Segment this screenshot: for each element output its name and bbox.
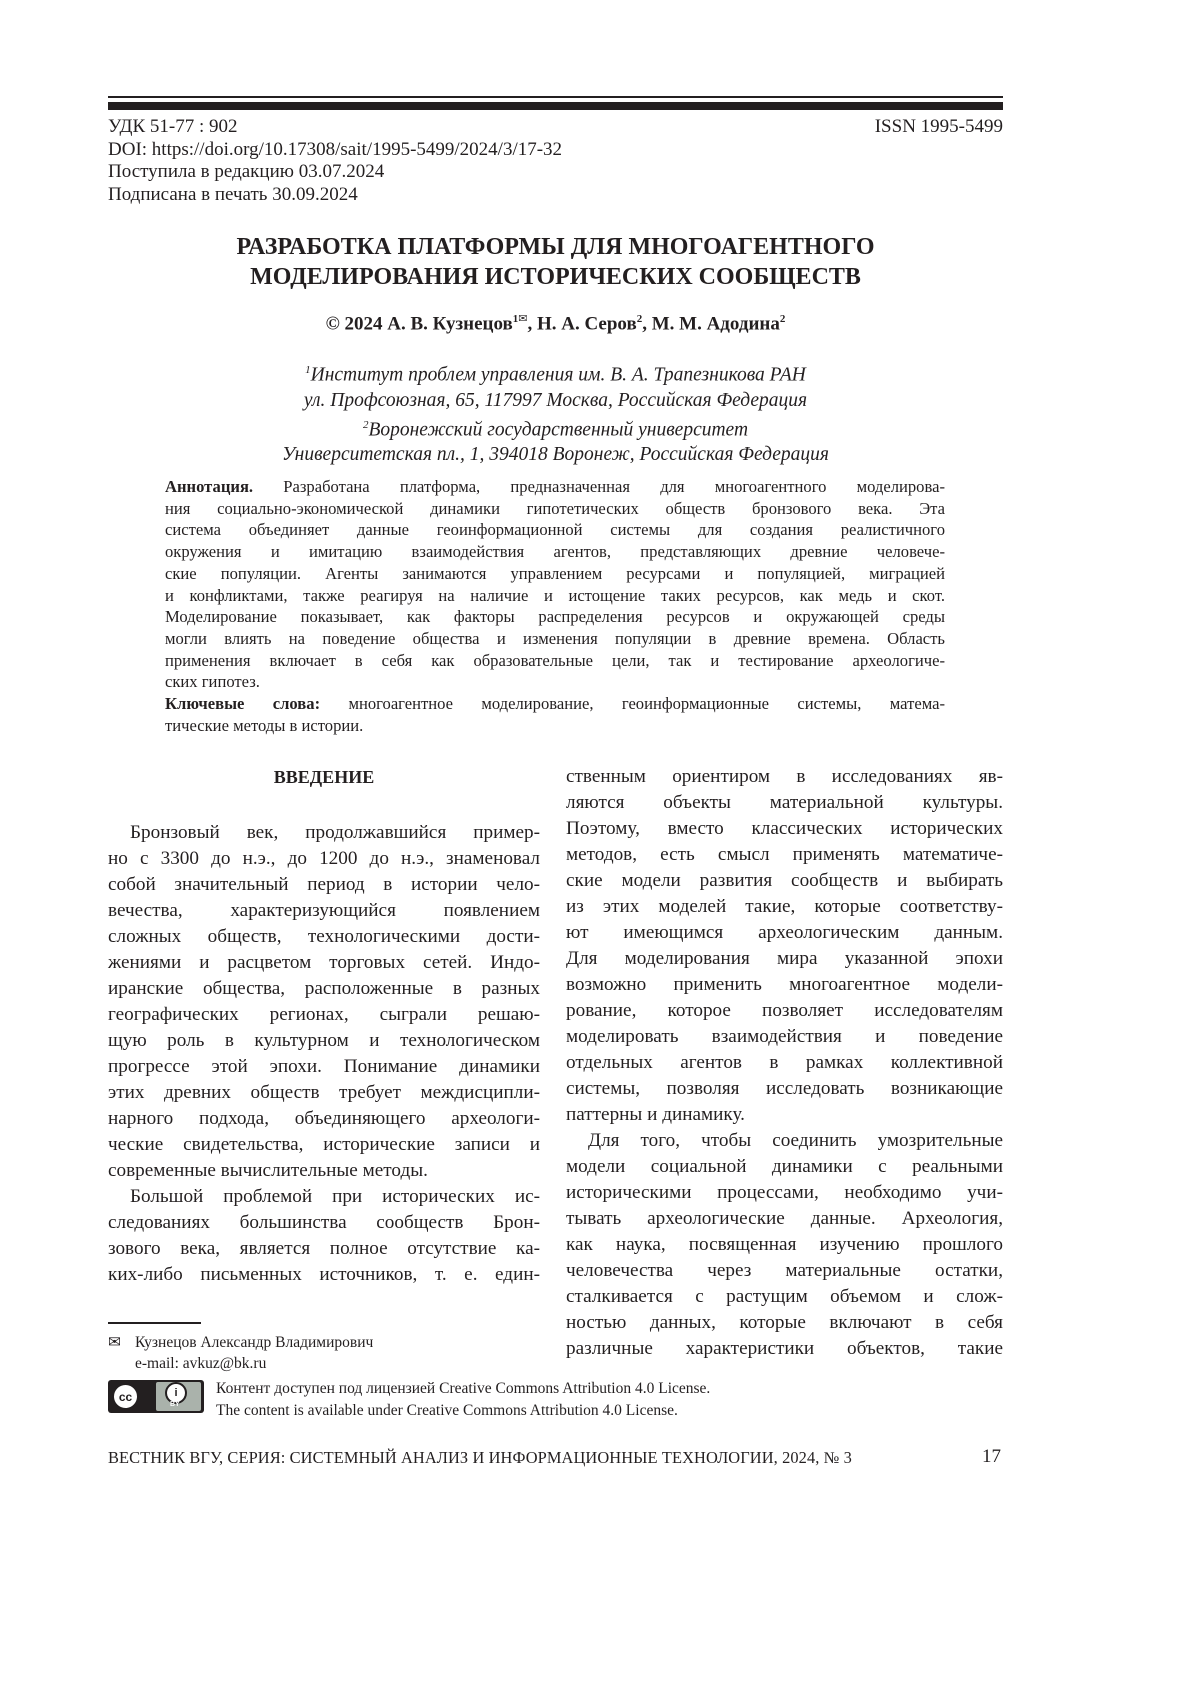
corresponding-author-name: Кузнецов Александр Владимирович	[135, 1334, 373, 1351]
by-label: BY	[170, 1401, 180, 1408]
affiliation-text: Институт проблем управления им. В. А. Трапезникова РАН	[311, 365, 806, 386]
author-1: © 2024 А. В. Кузнецов	[326, 313, 513, 334]
abstract-text: ских гипотез.	[165, 672, 260, 691]
body-text-line: вечества, характеризующийся появлением	[108, 898, 540, 924]
abstract-line	[165, 519, 945, 541]
cc-icon: cc	[112, 1383, 139, 1410]
body-text-line: рование, которое позволяет исследователям	[566, 998, 1003, 1024]
keywords-text: многоагентное моделирование, геоинформационные системы, матема-	[320, 694, 945, 713]
affiliation-sup: 2	[363, 419, 369, 431]
journal-footer: ВЕСТНИК ВГУ, СЕРИЯ: СИСТЕМНЫЙ АНАЛИЗ И ИНФОРМАЦИОННЫЕ ТЕХНОЛОГИИ, 2024, № 3	[108, 1448, 852, 1468]
corresponding-author-email[interactable]: e-mail: avkuz@bk.ru	[108, 1353, 373, 1374]
body-text-line: ляются объекты материальной культуры.	[566, 790, 1003, 816]
body-text-line: прогрессе этой эпохи. Понимание динамики	[108, 1054, 540, 1080]
affiliation-sup: 1	[305, 364, 311, 376]
mail-icon: ✉	[108, 1332, 135, 1353]
body-text-line: иранские общества, расположенные в разных	[108, 976, 540, 1002]
keywords-text: тические методы в истории.	[165, 716, 363, 735]
body-text-line: ностью данных, которые включают в себя	[566, 1310, 1003, 1336]
body-text-line: человечества через материальные остатки,	[566, 1258, 1003, 1284]
body-text-line: ких-либо письменных источников, т. е. един-	[108, 1262, 540, 1288]
affiliation-line	[108, 413, 1003, 443]
author-3: , М. М. Адодина	[642, 313, 780, 334]
body-text-line: методов, есть смысл применять математиче-	[566, 842, 1003, 868]
attribution-person-icon: i	[165, 1382, 187, 1404]
title-line: РАЗРАБОТКА ПЛАТФОРМЫ ДЛЯ МНОГОАГЕНТНОГО	[108, 232, 1003, 262]
abstract-text: окружения и имитацию взаимодействия агентов, представляющих древние человече-	[165, 542, 945, 561]
body-text-line: ческие свидетельства, исторические записи и	[108, 1132, 540, 1158]
body-text-line: собой значительный период в истории чело-	[108, 872, 540, 898]
body-text-line: географических регионах, сыграли решаю-	[108, 1002, 540, 1028]
left-column	[108, 820, 540, 1288]
body-text-line: ют имеющимся археологическим данным.	[566, 920, 1003, 946]
abstract-text: ские популяции. Агенты занимаются управлением ресурсами и популяцией, миграцией	[165, 564, 945, 583]
abstract-label: Аннотация.	[165, 477, 253, 496]
body-text-line: Большой проблемой при исторических ис-	[108, 1184, 540, 1210]
license-ru: Контент доступен под лицензией Creative Commons Attribution 4.0 License.	[216, 1378, 710, 1400]
body-text-line: сложных обществ, технологическими дости-	[108, 924, 540, 950]
affiliation-text: ул. Профсоюзная, 65, 117997 Москва, Российская Федерация	[304, 390, 807, 411]
abstract-text: Разработана платформа, предназначенная для многоагентного моделирова-	[253, 477, 945, 496]
mail-icon: ✉	[518, 313, 527, 325]
affiliations	[108, 358, 1003, 467]
abstract-line	[165, 498, 945, 520]
license-en: The content is available under Creative Commons Attribution 4.0 License.	[216, 1400, 710, 1422]
abstract-line	[165, 585, 945, 607]
abstract-line	[165, 606, 945, 628]
body-text-line: модели социальной динамики с реальными	[566, 1154, 1003, 1180]
body-text-line: щую роль в культурном и технологическом	[108, 1028, 540, 1054]
author-2: , Н. А. Серов	[527, 313, 636, 334]
right-column	[566, 764, 1003, 1362]
body-text-line: различные характеристики объектов, такие	[566, 1336, 1003, 1362]
body-text-line: этих древних обществ требует междисципли-	[108, 1080, 540, 1106]
signed-date: Подписана в печать 30.09.2024	[108, 184, 562, 207]
body-text-line: ственным ориентиром в исследованиях яв-	[566, 764, 1003, 790]
abstract-line	[165, 671, 945, 693]
header-rule-thin	[108, 96, 1003, 98]
abstract-text: могли влиять на поведение общества и изменения популяции в древние времена. Область	[165, 629, 945, 648]
keywords-line	[165, 715, 945, 737]
abstract-line	[165, 541, 945, 563]
affiliation-line	[108, 358, 1003, 388]
body-text-line: жениями и расцветом торговых сетей. Индо-	[108, 950, 540, 976]
body-text-line: возможно применить многоагентное модели-	[566, 972, 1003, 998]
body-text-line: моделировать взаимодействия и поведение	[566, 1024, 1003, 1050]
body-text-line: ские модели развития сообществ и выбирать	[566, 868, 1003, 894]
body-text-line: системы, позволяя исследовать возникающие	[566, 1076, 1003, 1102]
body-text-line: Для моделирования мира указанной эпохи	[566, 946, 1003, 972]
abstract-text: применения включает в себя как образовательные цели, так и тестирование археологиче-	[165, 651, 945, 670]
body-text-line: но с 3300 до н.э., до 1200 до н.э., знаменовал	[108, 846, 540, 872]
affiliation-sup: 2	[637, 313, 643, 325]
abstract-text: система объединяет данные геоинформационной системы для создания реалистичного	[165, 520, 945, 539]
title-line: МОДЕЛИРОВАНИЯ ИСТОРИЧЕСКИХ СООБЩЕСТВ	[108, 262, 1003, 292]
header-rule-thick	[108, 102, 1003, 110]
affiliation-sup: 2	[780, 313, 786, 325]
authors	[108, 312, 1003, 335]
abstract-line	[165, 563, 945, 585]
body-text-line: Для того, чтобы соединить умозрительные	[566, 1128, 1003, 1154]
license-text	[216, 1378, 710, 1421]
body-text-line: историческими процессами, необходимо учи-	[566, 1180, 1003, 1206]
body-text-line: Поэтому, вместо классических исторических	[566, 816, 1003, 842]
issn: ISSN 1995-5499	[875, 116, 1003, 139]
body-text-line: нарного подхода, объединяющего археологи-	[108, 1106, 540, 1132]
abstract-line	[165, 476, 945, 498]
body-text-line: сталкивается с растущим объемом и слож-	[566, 1284, 1003, 1310]
body-text-line: современные вычислительные методы.	[108, 1158, 540, 1184]
doi-link[interactable]: DOI: https://doi.org/10.17308/sait/1995-5499/2024/3/17-32	[108, 139, 562, 162]
udc-code: УДК 51-77 : 902	[108, 116, 562, 139]
body-text-line: тывать археологические данные. Археология,	[566, 1206, 1003, 1232]
body-text-line: из этих моделей такие, которые соответству-	[566, 894, 1003, 920]
creative-commons-badge[interactable]	[108, 1380, 204, 1413]
keywords-label: Ключевые слова:	[165, 694, 320, 713]
abstract-text: ния социально-экономической динамики гипотетических обществ бронзового века. Эта	[165, 499, 945, 518]
affiliation-sup: 1	[513, 313, 519, 325]
body-text-line: отдельных агентов в рамках коллективной	[566, 1050, 1003, 1076]
abstract-line	[165, 650, 945, 672]
article-metadata	[108, 116, 562, 206]
received-date: Поступила в редакцию 03.07.2024	[108, 161, 562, 184]
keywords-line	[165, 693, 945, 715]
abstract-text: и конфликтами, также реагируя на наличие и истощение таких ресурсов, как медь и скот.	[165, 586, 945, 605]
footnote-rule	[108, 1322, 201, 1324]
abstract-text: Моделирование показывает, как факторы распределения ресурсов и окружающей среды	[165, 607, 945, 626]
body-text-line: следованиях большинства сообществ Брон-	[108, 1210, 540, 1236]
article-title	[108, 232, 1003, 292]
affiliation-text: Университетская пл., 1, 394018 Воронеж, Российская Федерация	[282, 444, 829, 465]
body-text-line: зового века, является полное отсутствие ка-	[108, 1236, 540, 1262]
abstract-line	[165, 628, 945, 650]
abstract	[165, 476, 945, 736]
footnote	[108, 1332, 373, 1374]
body-text-line: как наука, посвященная изучению прошлого	[566, 1232, 1003, 1258]
affiliation-text: Воронежский государственный университет	[368, 419, 748, 440]
affiliation-line	[108, 388, 1003, 413]
page-number: 17	[982, 1446, 1001, 1468]
body-text-line: паттерны и динамику.	[566, 1102, 1003, 1128]
section-heading: ВВЕДЕНИЕ	[108, 764, 540, 790]
affiliation-line	[108, 442, 1003, 467]
body-text-line: Бронзовый век, продолжавшийся пример-	[108, 820, 540, 846]
